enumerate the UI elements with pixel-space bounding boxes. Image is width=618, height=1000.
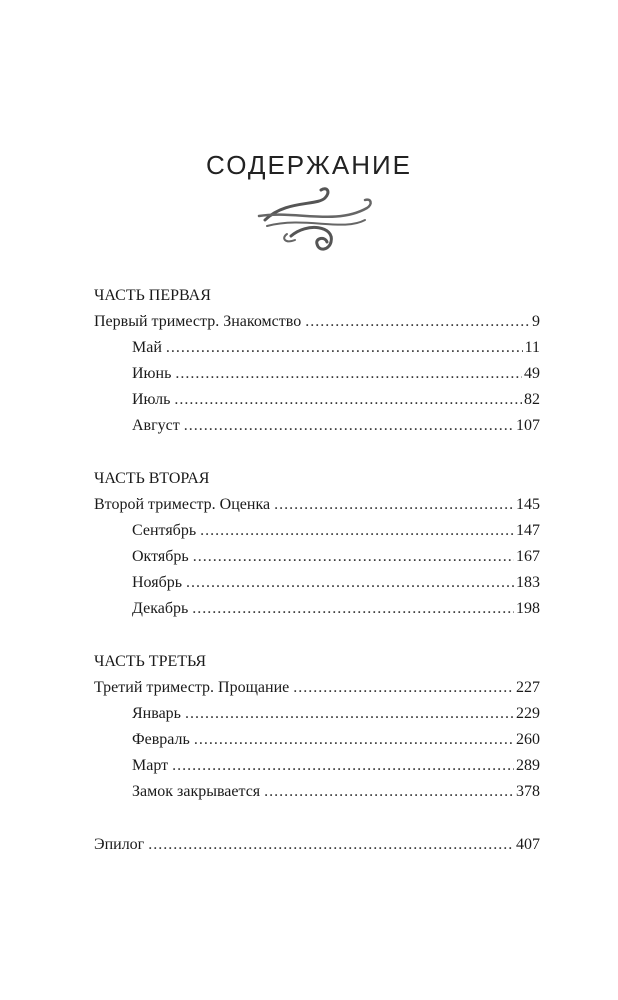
- entry-page: 198: [516, 600, 540, 617]
- entry-label: Эпилог: [94, 836, 145, 853]
- toc-entry[interactable]: [94, 779, 540, 805]
- toc-entry[interactable]: [94, 596, 540, 622]
- toc-entry[interactable]: [94, 413, 540, 439]
- entry-label: Ноябрь: [132, 574, 183, 591]
- entry-label: Февраль: [132, 731, 190, 748]
- entry-page: 9: [532, 313, 540, 330]
- toc-entry-main[interactable]: [94, 309, 540, 335]
- entry-page: 49: [524, 365, 540, 382]
- entry-page: 378: [516, 783, 540, 800]
- toc-entry[interactable]: [94, 361, 540, 387]
- entry-label: Март: [132, 757, 169, 774]
- entry-page: 107: [516, 417, 540, 434]
- entry-page: 229: [516, 705, 540, 722]
- toc-entry[interactable]: [94, 701, 540, 727]
- toc-entry[interactable]: [94, 570, 540, 596]
- dot-leader: [274, 492, 514, 518]
- part-heading: ЧАСТЬ ТРЕТЬЯ: [94, 653, 207, 670]
- entry-page: 227: [516, 679, 540, 696]
- toc-entry-main[interactable]: [94, 675, 540, 701]
- entry-label: Первый триместр. Знакомство: [94, 313, 302, 330]
- page-title: СОДЕРЖАНИЕ: [205, 150, 412, 180]
- dot-leader: [148, 832, 514, 858]
- entry-page: 183: [516, 574, 540, 591]
- entry-label: Август: [132, 417, 180, 434]
- toc-entry[interactable]: [94, 727, 540, 753]
- entry-label: Октябрь: [132, 548, 189, 565]
- entry-label: Второй триместр. Оценка: [94, 496, 271, 513]
- entry-page: 260: [516, 731, 540, 748]
- entry-label: Третий триместр. Прощание: [94, 679, 290, 696]
- entry-label: Декабрь: [132, 600, 189, 617]
- dot-leader: [166, 335, 523, 361]
- dot-leader: [293, 675, 514, 701]
- part-3: [94, 649, 540, 805]
- toc-entry-main[interactable]: [94, 492, 540, 518]
- toc-entry[interactable]: [94, 387, 540, 413]
- entry-page: 11: [524, 339, 540, 356]
- toc-entry[interactable]: [94, 518, 540, 544]
- part-1: [94, 283, 540, 439]
- toc-entry-epilogue[interactable]: [94, 832, 540, 858]
- part-heading: ЧАСТЬ ПЕРВАЯ: [94, 287, 211, 304]
- dot-leader: [185, 701, 514, 727]
- entry-page: 407: [516, 836, 540, 853]
- dot-leader: [264, 779, 514, 805]
- entry-page: 147: [516, 522, 540, 539]
- flourish-ornament-icon: [255, 186, 375, 258]
- dot-leader: [193, 544, 514, 570]
- dot-leader: [186, 570, 514, 596]
- entry-label: Замок закрывается: [132, 783, 261, 800]
- toc-entry[interactable]: [94, 335, 540, 361]
- toc-entry[interactable]: [94, 544, 540, 570]
- entry-label: Июль: [132, 391, 171, 408]
- entry-label: Сентябрь: [132, 522, 197, 539]
- dot-leader: [184, 413, 514, 439]
- entry-label: Июнь: [132, 365, 172, 382]
- dot-leader: [305, 309, 530, 335]
- dot-leader: [174, 387, 522, 413]
- entry-label: Май: [132, 339, 162, 356]
- dot-leader: [175, 361, 522, 387]
- entry-page: 167: [516, 548, 540, 565]
- toc-entry[interactable]: [94, 753, 540, 779]
- entry-label: Январь: [132, 705, 181, 722]
- entry-page: 145: [516, 496, 540, 513]
- part-2: [94, 466, 540, 622]
- table-of-contents: [94, 283, 540, 858]
- dot-leader: [200, 518, 514, 544]
- entry-page: 82: [524, 391, 540, 408]
- dot-leader: [172, 753, 514, 779]
- entry-page: 289: [516, 757, 540, 774]
- dot-leader: [192, 596, 514, 622]
- dot-leader: [194, 727, 514, 753]
- part-heading: ЧАСТЬ ВТОРАЯ: [94, 470, 210, 487]
